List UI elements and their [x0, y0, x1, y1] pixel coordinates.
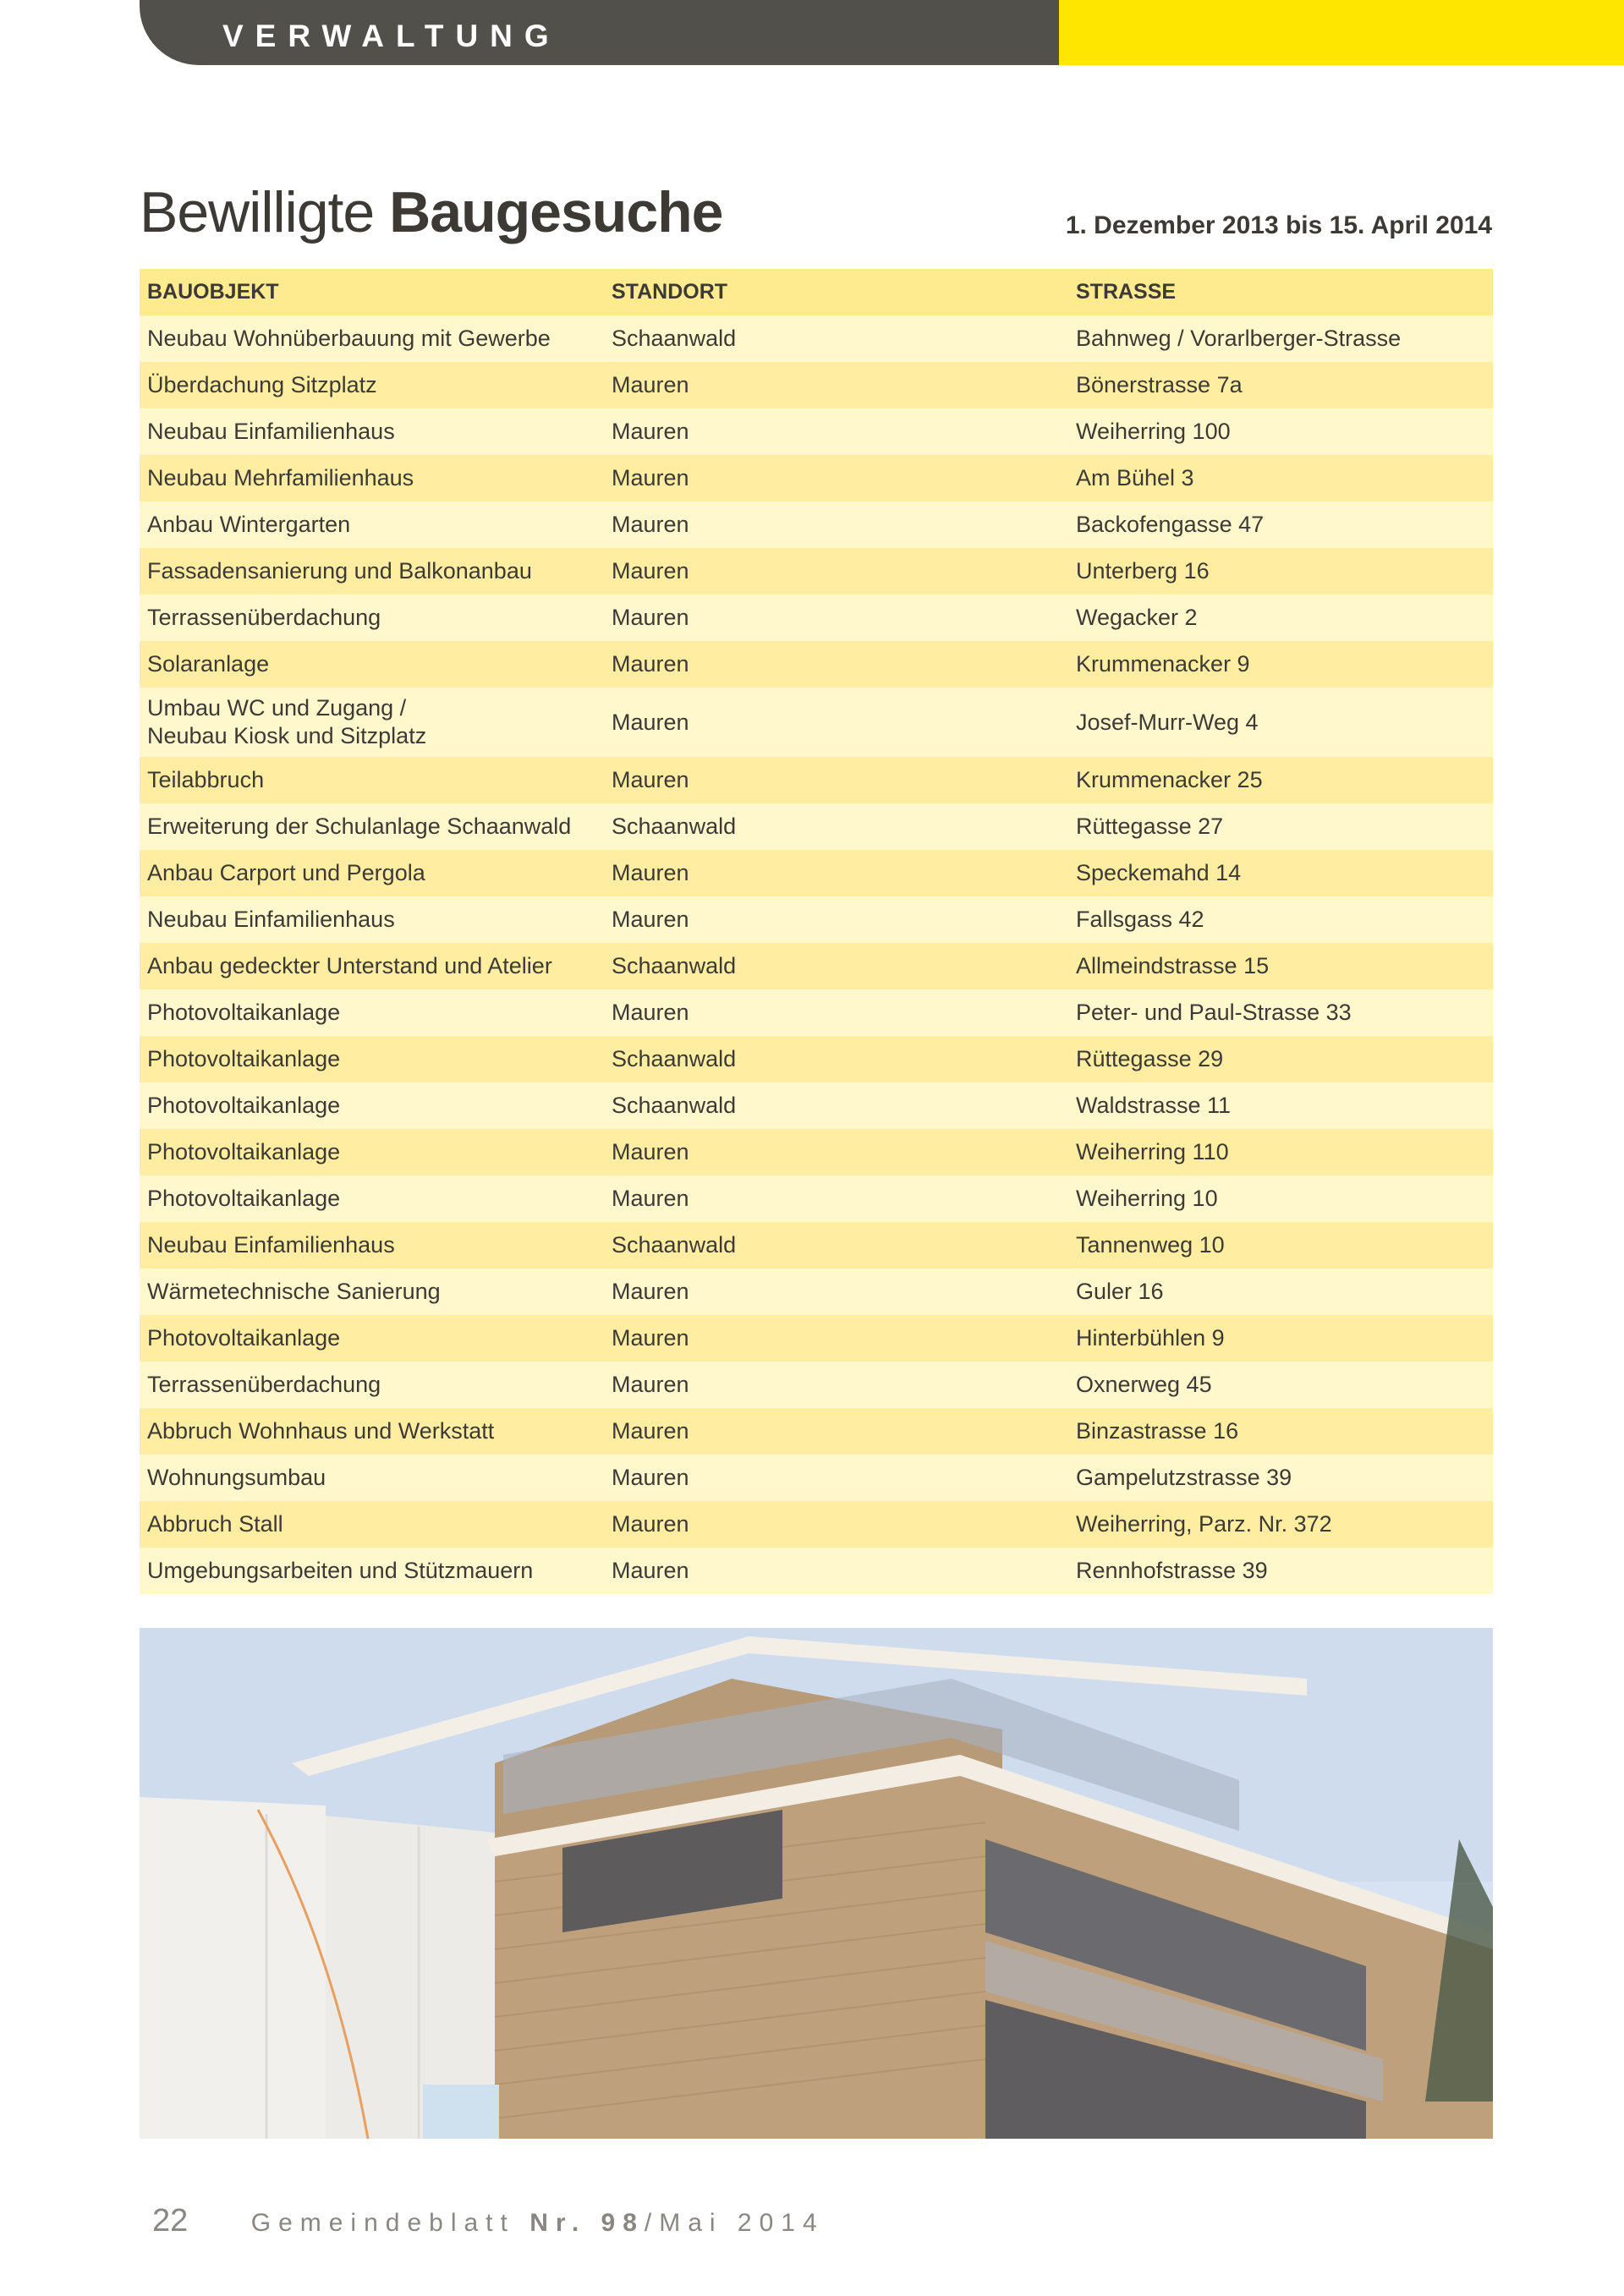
cell-bauobjekt: Abbruch Stall [147, 1511, 283, 1537]
cell-standort: Mauren [612, 419, 689, 444]
table-row [140, 1175, 1493, 1222]
publication-name: Gemeindeblatt [250, 2209, 530, 2237]
cell-strasse: Peter- und Paul-Strasse 33 [1076, 1000, 1352, 1025]
cell-strasse: Oxnerweg 45 [1076, 1372, 1212, 1397]
table-row [140, 315, 1493, 362]
table-row [140, 1129, 1493, 1175]
cell-standort: Schaanwald [612, 1046, 737, 1071]
date-range: 1. Dezember 2013 bis 15. April 2014 [1065, 211, 1492, 239]
cell-strasse: Rüttegasse 27 [1076, 814, 1224, 839]
header-accent-bar [1059, 0, 1624, 65]
cell-strasse: Hinterbühlen 9 [1076, 1325, 1225, 1351]
cell-standort: Schaanwald [612, 953, 737, 978]
cell-bauobjekt [140, 688, 604, 757]
cell-bauobjekt: Erweiterung der Schulanlage Schaanwald [147, 814, 572, 839]
cell-standort: Mauren [612, 1139, 689, 1164]
issue-date: /Mai 2014 [644, 2209, 825, 2237]
page-footer [152, 2203, 825, 2239]
table-row [140, 1315, 1493, 1362]
table-row [140, 803, 1493, 850]
table-row [140, 850, 1493, 896]
cell-strasse: Backofengasse 47 [1076, 512, 1265, 537]
cell-strasse: Krummenacker 9 [1076, 651, 1250, 677]
cell-strasse: Krummenacker 25 [1076, 767, 1263, 792]
cell-standort: Mauren [612, 860, 689, 885]
cell-strasse: Waldstrasse 11 [1076, 1093, 1232, 1118]
table-row [140, 1408, 1493, 1455]
cell-standort: Mauren [612, 512, 689, 537]
table-header-row [140, 269, 1493, 315]
cell-strasse: Bahnweg / Vorarlberger-Strasse [1076, 326, 1402, 351]
cell-strasse: Unterberg 16 [1076, 558, 1210, 584]
table-row [140, 989, 1493, 1036]
cell-strasse: Rennhofstrasse 39 [1076, 1558, 1268, 1583]
cell-standort: Schaanwald [612, 1093, 737, 1118]
cell-standort: Mauren [612, 651, 689, 677]
cell-standort: Mauren [612, 1186, 689, 1211]
page-title [140, 179, 723, 245]
cell-bauobjekt: Photovoltaikanlage [147, 1186, 341, 1211]
cell-line-2: Neubau Kiosk und Sitzplatz [147, 723, 427, 748]
table-row [140, 501, 1493, 548]
building-illustration [140, 1628, 1493, 2139]
permits-table [140, 269, 1493, 1594]
table-row [140, 362, 1493, 408]
cell-bauobjekt: Terrassenüberdachung [147, 605, 381, 630]
cell-strasse: Speckemahd 14 [1076, 860, 1242, 885]
table-row [140, 1222, 1493, 1269]
cell-standort: Mauren [612, 1418, 689, 1444]
cell-bauobjekt: Neubau Einfamilienhaus [147, 1232, 395, 1258]
cell-bauobjekt: Photovoltaikanlage [147, 1000, 341, 1025]
cell-standort: Schaanwald [612, 814, 737, 839]
cell-strasse: Tannenweg 10 [1076, 1232, 1225, 1258]
cell-bauobjekt: Fassadensanierung und Balkonanbau [147, 558, 532, 584]
cell-standort: Mauren [612, 1000, 689, 1025]
cell-bauobjekt: Neubau Wohnüberbauung mit Gewerbe [147, 326, 551, 351]
cell-strasse: Guler 16 [1076, 1279, 1164, 1304]
table-row [140, 595, 1493, 641]
column-header-bauobjekt: BAUOBJEKT [140, 269, 604, 315]
cell-standort: Mauren [612, 767, 689, 792]
cell-standort: Mauren [612, 1279, 689, 1304]
cell-strasse: Bönerstrasse 7a [1076, 372, 1243, 397]
cell-bauobjekt: Photovoltaikanlage [147, 1093, 341, 1118]
cell-strasse: Wegacker 2 [1076, 605, 1198, 630]
page-title-bold: Baugesuche [389, 180, 723, 244]
table-row [140, 1501, 1493, 1548]
cell-bauobjekt: Wärmetechnische Sanierung [147, 1279, 441, 1304]
table-row [140, 1082, 1493, 1129]
cell-bauobjekt: Abbruch Wohnhaus und Werkstatt [147, 1418, 495, 1444]
cell-strasse: Am Bühel 3 [1076, 465, 1194, 490]
table-row [140, 455, 1493, 501]
cell-standort: Mauren [612, 465, 689, 490]
cell-strasse: Rüttegasse 29 [1076, 1046, 1224, 1071]
cell-bauobjekt: Neubau Mehrfamilienhaus [147, 465, 414, 490]
cell-standort: Mauren [612, 1325, 689, 1351]
table-row [140, 1362, 1493, 1408]
cell-bauobjekt: Anbau gedeckter Unterstand und Atelier [147, 953, 552, 978]
cell-standort: Mauren [612, 1465, 689, 1490]
table-row [140, 1455, 1493, 1501]
cell-standort: Schaanwald [612, 1232, 737, 1258]
issue-number: Nr. 98 [529, 2209, 645, 2237]
cell-bauobjekt: Umgebungsarbeiten und Stützmauern [147, 1558, 534, 1583]
cell-bauobjekt: Photovoltaikanlage [147, 1325, 341, 1351]
cell-bauobjekt: Anbau Carport und Pergola [147, 860, 425, 885]
section-header-bar [140, 0, 1059, 65]
cell-bauobjekt: Neubau Einfamilienhaus [147, 907, 395, 932]
cell-bauobjekt: Überdachung Sitzplatz [147, 372, 377, 397]
cell-standort: Mauren [612, 1511, 689, 1537]
cell-strasse: Weiherring 110 [1076, 1139, 1229, 1164]
building-photo [140, 1628, 1493, 2139]
table-row [140, 688, 1493, 757]
table-row [140, 1548, 1493, 1594]
cell-standort: Mauren [612, 558, 689, 584]
cell-bauobjekt: Photovoltaikanlage [147, 1139, 341, 1164]
cell-bauobjekt: Anbau Wintergarten [147, 512, 351, 537]
cell-strasse: Weiherring 10 [1076, 1186, 1218, 1211]
cell-bauobjekt: Wohnungsumbau [147, 1465, 326, 1490]
table-row [140, 943, 1493, 989]
cell-line-1: Umbau WC und Zugang / [147, 695, 407, 721]
cell-strasse: Josef-Murr-Weg 4 [1076, 709, 1259, 735]
cell-bauobjekt: Teilabbruch [147, 767, 265, 792]
page-title-light: Bewilligte [140, 180, 375, 244]
table-row [140, 1036, 1493, 1082]
column-header-standort: STANDORT [604, 269, 1068, 315]
table-row [140, 641, 1493, 688]
cell-strasse: Allmeindstrasse 15 [1076, 953, 1270, 978]
table-row [140, 548, 1493, 595]
cell-standort: Mauren [612, 907, 689, 932]
cell-standort: Mauren [612, 372, 689, 397]
cell-bauobjekt: Terrassenüberdachung [147, 1372, 381, 1397]
table-row [140, 757, 1493, 803]
cell-bauobjekt: Solaranlage [147, 651, 270, 677]
table-row [140, 408, 1493, 455]
cell-bauobjekt: Neubau Einfamilienhaus [147, 419, 395, 444]
cell-standort: Mauren [612, 1558, 689, 1583]
cell-strasse: Fallsgass 42 [1076, 907, 1204, 932]
table-row [140, 1269, 1493, 1315]
cell-standort: Mauren [612, 709, 689, 735]
section-title: VERWALTUNG [222, 19, 561, 53]
cell-standort: Mauren [612, 1372, 689, 1397]
cell-standort: Schaanwald [612, 326, 737, 351]
cell-bauobjekt: Photovoltaikanlage [147, 1046, 341, 1071]
page-number: 22 [152, 2203, 189, 2238]
cell-strasse: Weiherring 100 [1076, 419, 1231, 444]
column-header-strasse: STRASSE [1068, 269, 1493, 315]
cell-strasse: Weiherring, Parz. Nr. 372 [1076, 1511, 1332, 1537]
cell-strasse: Binzastrasse 16 [1076, 1418, 1239, 1444]
cell-standort: Mauren [612, 605, 689, 630]
cell-strasse: Gampelutzstrasse 39 [1076, 1465, 1292, 1490]
table-row [140, 896, 1493, 943]
